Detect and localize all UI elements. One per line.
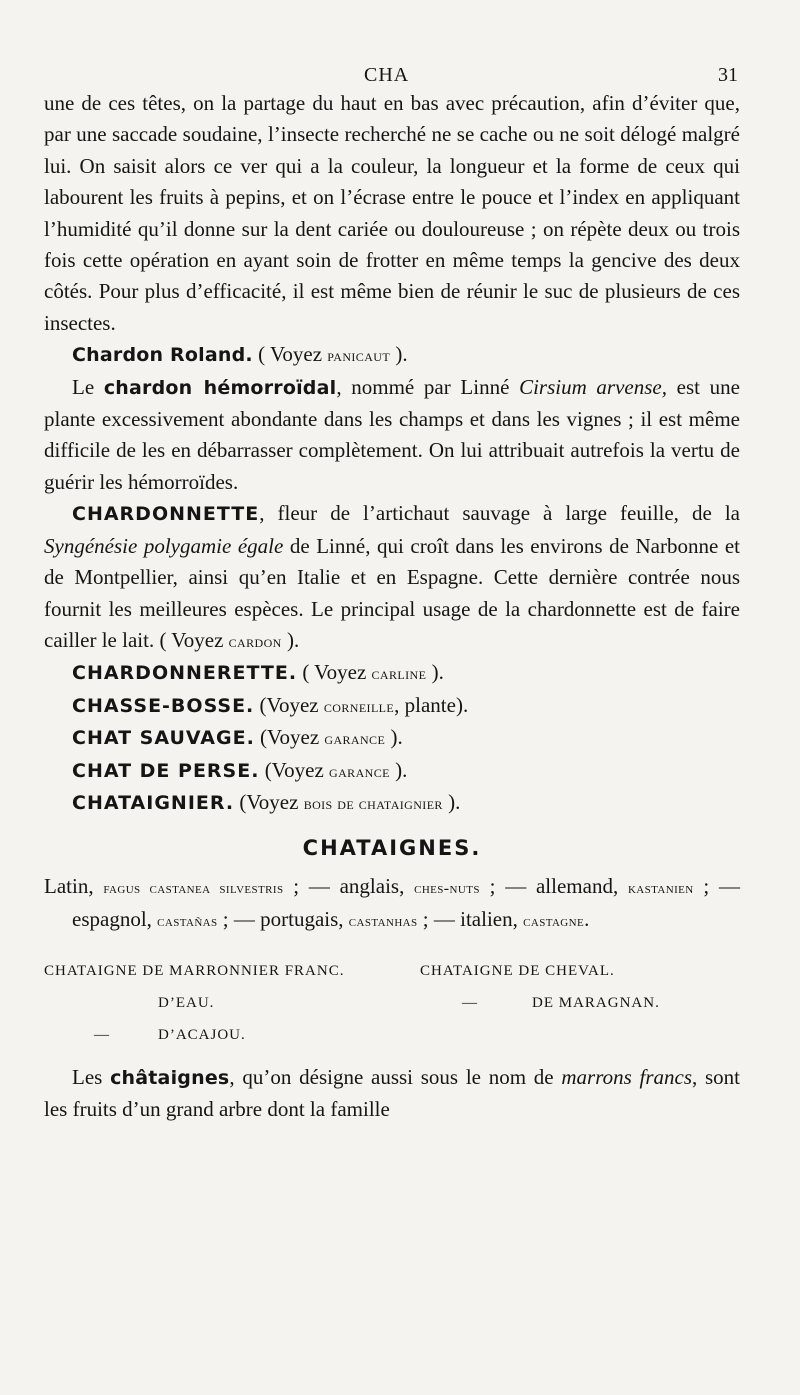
section-title: CHATAIGNES. [302, 836, 482, 861]
dash: — [94, 1026, 110, 1043]
english-name: ches-nuts [414, 879, 480, 897]
cross-reference: carline [371, 664, 427, 684]
cross-reference: corneille [323, 696, 395, 716]
synonym: marrons francs [561, 1064, 692, 1089]
variety-eau: D’EAU. [158, 994, 215, 1011]
latin-name: Cirsium arvense, [519, 374, 667, 399]
entry-chataignier: CHATAIGNIER. (Voyez bois de chataignier ). [72, 789, 461, 814]
running-head [44, 58, 740, 88]
cross-reference: garance [329, 761, 390, 781]
variety-acajou: D’ACAJOU. [158, 1026, 246, 1043]
headword-chardon-roland: Chardon Roland. [72, 344, 253, 367]
portuguese-name: castanhas [348, 913, 418, 931]
entry-chat-sauvage: CHAT SAUVAGE. (Voyez garance ). [72, 725, 403, 750]
entry-chardonnerette: CHARDONNERETTE. ( Voyez carline ). [72, 660, 444, 685]
entry-chataignes: Les châtaignes, qu’on désigne aussi sous le nom de marrons francs, sont les fruits d’un grand arbre dont la famille [44, 1064, 740, 1121]
italian-name: castagne [523, 913, 585, 931]
page [44, 58, 740, 1125]
cross-reference: bois de chataignier [303, 793, 443, 813]
paragraph-continued: une de ces têtes, on la partage du haut en bas avec précaution, afin d’éviter que, par une saccade soudaine, l’insecte recherché ne se cache ou ne soit délogé malgré lui. On saisit alors ce ver qui a la couleur, la longueur et la forme de ceux qui labourent les fruits à pepins, et on l’écrase entre le pouce et l’index en appliquant l’humidité qu’il donne sur la dent cariée ou douloureuse ; on répète deux ou trois fois cette opération en ayant soin de frotter en même temps la gencive des deux côtés. Pour plus d’efficacité, il est même bien de réunir le suc de plusieurs de ces insectes. [44, 91, 740, 335]
botanical-class: Syngénésie polygamie égale [44, 533, 284, 558]
spanish-name: castañas [157, 913, 218, 931]
variety-cheval: CHATAIGNE DE CHEVAL. [420, 962, 615, 979]
varieties-list [44, 956, 740, 1052]
entry-chardonnette: CHARDONNETTE, fleur de l’artichaut sauvage à large feuille, de la Syngénésie polygamie égale de Linné, qui croît dans les environs de Narbonne et de Montpellier, ainsi qu’en Italie et en Espagne. Cette dernière contrée nous fournit les meilleures espèces. Le principal usage de la chardonnette est de faire cailler le lait. ( Voyez cardon ). [44, 501, 740, 652]
foreign-names: Latin, fagus castanea silvestris ; — anglais, ches-nuts ; — allemand, kastanien ; — espagnol, castañas ; — portugais, castanhas ; — italien, castagne. [44, 873, 740, 932]
cross-reference: panicaut [327, 346, 391, 366]
headword: CHAT SAUVAGE. [72, 727, 255, 750]
variety-maragnan: DE MARAGNAN. [532, 994, 660, 1011]
entry-chardon-hemorroidal: Le chardon hémorroïdal, nommé par Linné Cirsium arvense, est une plante excessivement abondante dans les champs et dans les vignes ; il est même difficile de les en débarrasser complètement. On lui attribuait autrefois la vertu de guérir les hémorroïdes. [44, 374, 740, 494]
headword: CHASSE-BOSSE. [72, 694, 255, 717]
dash: — [462, 994, 478, 1011]
entry-chat-de-perse: CHAT DE PERSE. (Voyez garance ). [72, 757, 408, 782]
latin-name: fagus castanea silvestris [103, 879, 284, 897]
headword-chardon-hemorroidal: chardon hémorroïdal [103, 376, 337, 399]
entry-chasse-bosse: CHASSE-BOSSE. (Voyez corneille, plante). [72, 692, 469, 717]
running-head-title: CHA [364, 64, 410, 86]
cross-reference: garance [324, 729, 386, 749]
headword-chardonnette: CHARDONNETTE [72, 503, 260, 526]
entry-chardon-roland: Chardon Roland. ( Voyez panicaut ). [72, 342, 408, 367]
variety-marronnier-franc: CHATAIGNE DE MARRONNIER FRANC. [44, 962, 345, 979]
cross-reference: cardon [228, 631, 282, 651]
headword: CHARDONNERETTE. [72, 662, 298, 685]
headword-chataignes: châtaignes [110, 1066, 230, 1089]
page-number: 31 [718, 64, 738, 86]
german-name: kastanien [627, 879, 694, 897]
headword: CHAT DE PERSE. [72, 759, 260, 782]
headword: CHATAIGNIER. [72, 791, 235, 814]
